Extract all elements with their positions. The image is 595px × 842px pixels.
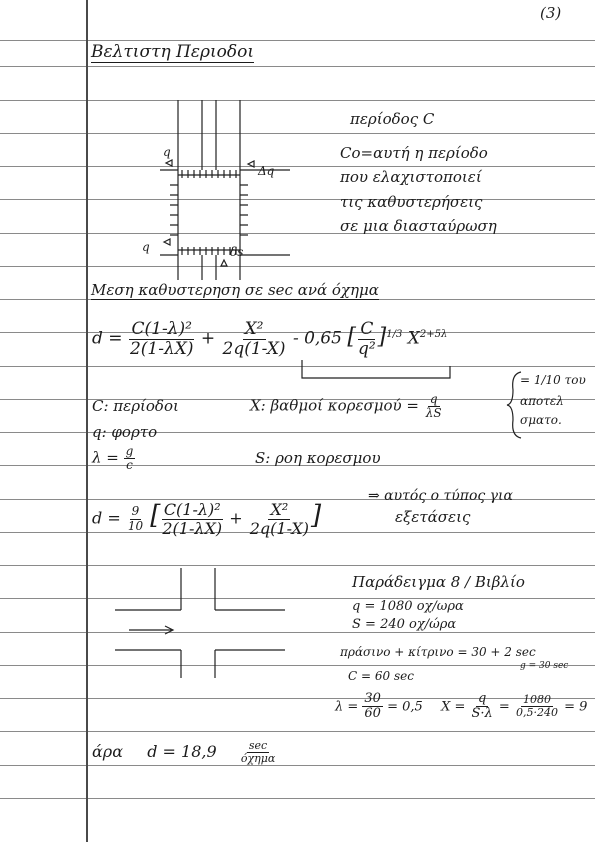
example-lambda-rhs: = 0,5	[387, 699, 423, 715]
definition-line-4: τις καθυστερήσεις	[340, 193, 483, 211]
example-green-yellow: πράσινο + κίτρινο = 30 + 2 sec	[340, 645, 536, 659]
margin-line	[86, 0, 88, 842]
formula-2-term-1-num: C(1-λ)²	[163, 500, 221, 519]
example-intersection-sketch	[115, 568, 285, 678]
diagram-label-q-bottom: q	[142, 240, 150, 254]
formula-1-term-3-num: C	[360, 319, 374, 339]
rule-line	[0, 166, 595, 167]
rule-line	[0, 731, 595, 732]
formula-1-term-1	[128, 320, 196, 358]
formula-1-term-3-exp: 1/3	[386, 329, 403, 341]
rule-line	[0, 798, 595, 799]
example-x-den-1: S·λ	[471, 706, 493, 722]
rule-line	[0, 100, 595, 101]
formula-1-tail-exp: 2+5λ	[419, 329, 448, 341]
rule-line	[0, 765, 595, 766]
example-lambda-lhs: λ =	[335, 699, 359, 715]
diagram-label-dq: Δq	[258, 164, 275, 178]
rule-line	[0, 266, 595, 267]
example-cycle: C = 60 sec	[348, 669, 414, 683]
formula-2-term-2-den: 2q(1-X)	[249, 518, 310, 538]
example-title: Παράδειγμα 8 / Βιβλίο	[352, 573, 525, 591]
def-lambda-den: c	[126, 458, 133, 473]
rule-line	[0, 133, 595, 134]
formula-2-coef-num: 9	[131, 504, 140, 519]
rule-line	[0, 565, 595, 566]
def-lambda	[92, 445, 135, 472]
example-x-den-2: 0,5·240	[515, 706, 558, 720]
rule-line	[0, 598, 595, 599]
def-lambda-lhs: λ =	[92, 448, 119, 467]
result	[92, 740, 277, 765]
def-lambda-frac	[124, 445, 136, 472]
formula-2-term-2	[248, 501, 311, 537]
formula-1-term-2	[221, 320, 288, 358]
formula-1-term-3-coef: - 0,65	[292, 328, 342, 349]
formula-2-coef-den: 10	[127, 518, 144, 533]
formula-1-term-3	[356, 320, 378, 358]
side-note-line-1: = 1/10 του	[520, 373, 586, 387]
example-x-frac-1	[470, 692, 495, 722]
rule-line	[0, 632, 595, 633]
example-x-frac-2	[514, 694, 560, 719]
formula-1-term-2-den: 2q(1-X)	[222, 338, 286, 359]
rule-line	[0, 366, 595, 367]
result-unit	[239, 740, 277, 765]
example-q: q = 1080 οχ/ωρα	[352, 599, 464, 614]
def-x-text: X: βαθμοί κορεσμού =	[250, 396, 419, 415]
page-title: Βελτιστη Περιοδοι	[91, 42, 255, 62]
definition-line-2: Co=αυτή η περίοδο	[340, 144, 488, 162]
formula-2-lhs: d =	[92, 508, 121, 528]
formula-2-note-line-1: ⇒ αυτός ο τύπος για	[368, 488, 513, 504]
intersection-diagram	[160, 100, 290, 280]
side-note-line-3: σματο.	[520, 413, 562, 427]
example-x-num-1: q	[477, 691, 487, 706]
formula-2-plus: +	[229, 508, 243, 528]
formula-2-note-line-2: εξετάσεις	[395, 508, 471, 526]
result-prefix: άρα	[92, 742, 124, 762]
example-s: S = 240 οχ/ώρα	[352, 617, 457, 632]
avg-delay-heading: Μεση καθυστερηση σε sec ανά όχημα	[91, 281, 379, 299]
side-note-line-2: αποτελ	[520, 394, 564, 408]
def-x	[250, 393, 444, 420]
diagram-label-ds: δs	[230, 245, 244, 259]
formula-1-term-2-num: X²	[244, 319, 264, 339]
def-x-frac	[424, 393, 444, 420]
def-c: C: περίοδοι	[92, 397, 179, 415]
rule-line	[0, 66, 595, 67]
example-lambda-den: 60	[364, 706, 381, 722]
formula-1-lhs: d =	[92, 328, 123, 349]
def-x-frac-den: λS	[425, 406, 442, 421]
example-g-note: g = 30 sec	[520, 661, 569, 671]
rule-line	[0, 665, 595, 666]
formula-2: d = $\frac{9}{10}$ [ $\frac{\text{C(1-λ)²}}{2(1-\lambda X)}$ + $\frac{\text{X²}}{2q(1-X)}$ ]	[92, 500, 322, 538]
formula-1-term-1-num: C(1-λ)²	[131, 319, 192, 339]
def-q: q: φορτο	[92, 423, 158, 441]
definition-line-5: σε μια διασταύρωση	[340, 217, 497, 235]
rule-line	[0, 199, 595, 200]
def-x-frac-num: q	[429, 392, 438, 406]
formula-1-term-3-den: q²	[357, 338, 376, 359]
rule-line	[0, 40, 595, 41]
example-x-lhs: X =	[441, 699, 466, 715]
formula-1-tail: X	[407, 328, 420, 349]
diagram-label-q-top: q	[163, 145, 171, 159]
formula-2-coef	[126, 505, 145, 532]
result-value: d = 18,9	[147, 742, 217, 762]
page-number: (3)	[540, 4, 562, 22]
definition-line-1: περίοδος C	[350, 110, 435, 128]
formula-1-plus: +	[200, 328, 216, 349]
formula-1-bracket	[300, 360, 460, 382]
example-lambda: λ = $\frac{30}{60}$ = 0,5 X = $\frac{q}{S\cdot\lambda}$ = $\frac{1080}{0,5\cdot 240}$ = 9	[335, 691, 588, 722]
example-lambda-num: 30	[364, 691, 381, 706]
rule-line	[0, 233, 595, 234]
formula-2-term-2-num: X²	[270, 500, 289, 519]
example-x-rhs: = 9	[564, 699, 588, 715]
example-lambda-frac	[362, 692, 383, 722]
result-unit-num: sec	[248, 739, 268, 752]
def-s: S: ροη κορεσμου	[255, 449, 381, 467]
formula-1-term-1-den: 2(1-λX)	[129, 338, 194, 359]
formula-1: d = $\frac{\text{C(1-λ)²}}{2(1-\lambda X)}$ + $\frac{\text{X²}}{2q(1-X)}$ - 0,65 [ $\frac{C}{\text{q²}}$ ]$^{1/3}$ $X^{2+5\lambda}$	[92, 319, 448, 359]
def-lambda-num: g	[125, 444, 134, 458]
example-x-num-2: 1080	[522, 693, 551, 707]
result-unit-den: όχημα	[240, 752, 276, 766]
formula-2-term-1-den: 2(1-λX)	[162, 518, 223, 538]
formula-2-term-1	[160, 501, 224, 537]
definition-line-3: που ελαχιστοποιεί	[340, 168, 482, 186]
